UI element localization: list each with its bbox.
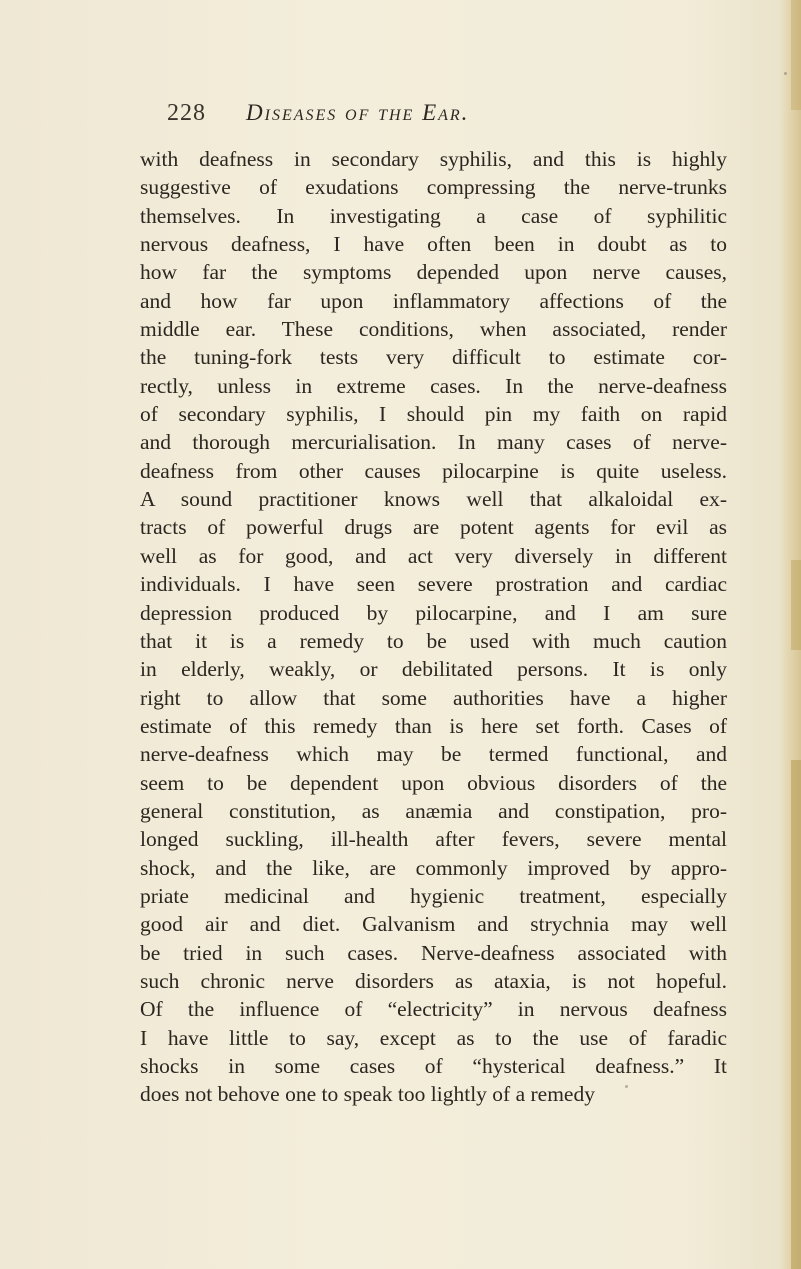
text-line: and how far upon inflammatory affections of the <box>140 288 727 313</box>
text-line: be tried in such cases. Nerve-deafness associated with <box>140 940 727 965</box>
text-line: suggestive of exudations compressing the nerve-trunks <box>140 175 727 200</box>
text-line: themselves. In investigating a case of syphilitic <box>140 203 727 228</box>
text-line: well as for good, and act very diversely in different <box>140 543 727 568</box>
text-line: in elderly, weakly, or debilitated persons. It is only <box>140 657 727 682</box>
text-line: how far the symptoms depended upon nerve causes, <box>140 260 727 285</box>
text-line: and thorough mercurialisation. In many cases of nerve- <box>140 430 727 455</box>
text-line: shock, and the like, are commonly improved by appro- <box>140 855 727 880</box>
text-line: seem to be dependent upon obvious disorders of the <box>140 770 727 795</box>
running-title: Diseases of the Ear. <box>246 100 470 125</box>
text-line: estimate of this remedy than is here set forth. Cases of <box>140 713 727 738</box>
text-line: the tuning-fork tests very difficult to estimate cor- <box>140 345 727 370</box>
text-line: priate medicinal and hygienic treatment, especially <box>140 883 727 908</box>
text-line: depression produced by pilocarpine, and I am sure <box>140 600 727 625</box>
text-line: shocks in some cases of “hysterical deafness.” It <box>140 1054 727 1078</box>
text-line: nervous deafness, I have often been in doubt as to <box>140 232 727 257</box>
text-line: individuals. I have seen severe prostration and cardiac <box>140 572 727 597</box>
text-line: Of the influence of “electricity” in nervous deafness <box>140 997 727 1022</box>
body-text <box>140 145 727 1109</box>
text-line: nerve-deafness which may be termed functional, and <box>140 742 727 767</box>
text-line: that it is a remedy to be used with much caution <box>140 628 727 653</box>
page-number: 228 <box>167 100 206 126</box>
text-line: right to allow that some authorities have a higher <box>140 685 727 710</box>
edge-stain-1 <box>791 0 801 110</box>
text-line: deafness from other causes pilocarpine is quite useless. <box>140 458 727 483</box>
paper-speck <box>784 72 787 75</box>
paper-speck <box>625 1085 628 1088</box>
text-line: does not behove one to speak too lightly of a remedy <box>140 1082 595 1107</box>
edge-stain-3 <box>791 760 801 1269</box>
text-line: tracts of powerful drugs are potent agents for evil as <box>140 515 727 540</box>
text-line: general constitution, as anæmia and constipation, pro- <box>140 798 727 823</box>
text-line: I have little to say, except as to the use of faradic <box>140 1025 727 1050</box>
text-line: with deafness in secondary syphilis, and this is highly <box>140 147 727 171</box>
edge-stain-2 <box>791 560 801 650</box>
text-line: good air and diet. Galvanism and strychnia may well <box>140 912 727 937</box>
text-line: of secondary syphilis, I should pin my faith on rapid <box>140 402 727 427</box>
text-line: longed suckling, ill-health after fevers, severe mental <box>140 827 727 852</box>
running-header <box>167 100 469 140</box>
text-line: such chronic nerve disorders as ataxia, is not hopeful. <box>140 968 727 993</box>
text-line: A sound practitioner knows well that alkaloidal ex- <box>140 487 727 512</box>
text-line: middle ear. These conditions, when associated, render <box>140 317 727 342</box>
text-line: rectly, unless in extreme cases. In the nerve-deafness <box>140 373 727 398</box>
